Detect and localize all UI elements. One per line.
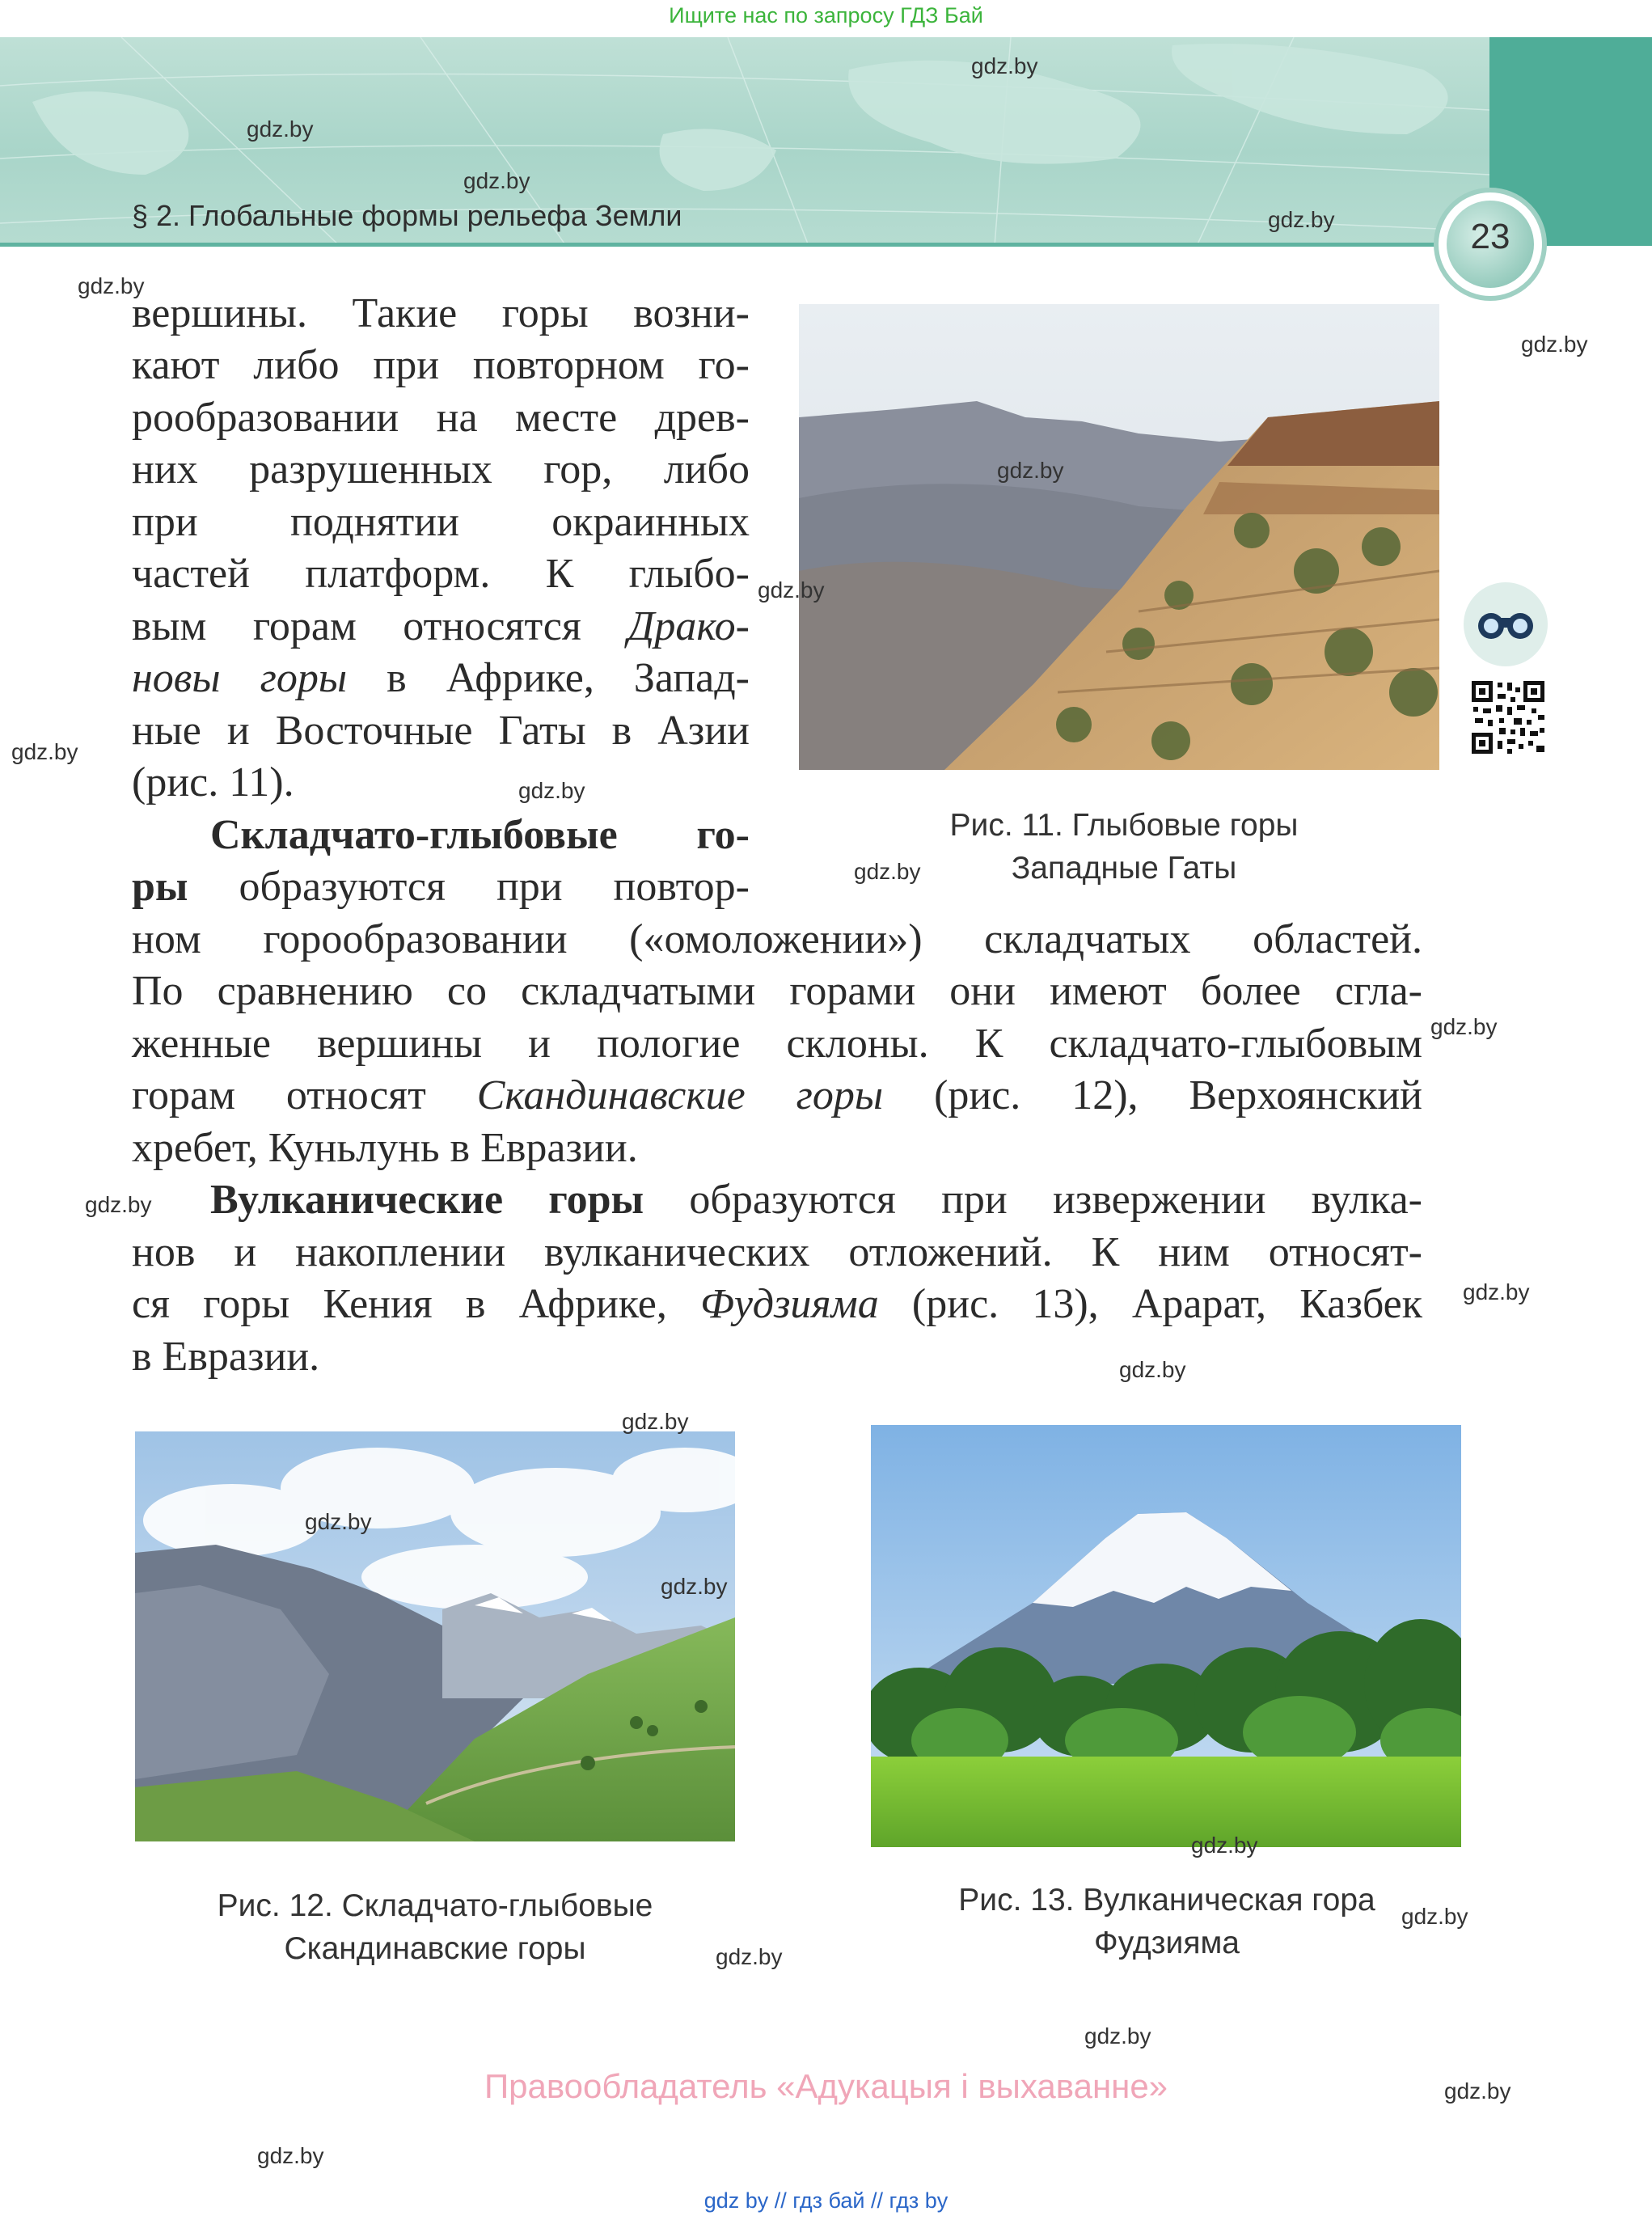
text-line: при поднятии окраинных bbox=[132, 499, 750, 545]
text-run: образуются при извержении вулка- bbox=[644, 1177, 1422, 1223]
body-text bbox=[132, 288, 1426, 1420]
watermark: gdz.by bbox=[1268, 207, 1335, 232]
watermark: gdz.by bbox=[85, 1192, 152, 1217]
text-line bbox=[132, 861, 750, 914]
text-line: По сравнению со складчатыми горами они имеют более сгла- bbox=[132, 968, 1422, 1014]
watermark: gdz.by bbox=[1463, 1279, 1530, 1304]
text-run: горам относят bbox=[132, 1072, 477, 1118]
figure-12-caption-line2: Скандинавские горы bbox=[284, 1931, 586, 1966]
watermark: gdz.by bbox=[305, 1509, 372, 1534]
qr-code-icon[interactable] bbox=[1470, 679, 1546, 755]
text-line bbox=[132, 601, 750, 653]
watermark: gdz.by bbox=[518, 778, 585, 803]
watermark: gdz.by bbox=[1119, 1357, 1186, 1382]
watermark: gdz.by bbox=[1191, 1833, 1258, 1858]
place-name: новы горы bbox=[132, 655, 348, 701]
watermark: gdz.by bbox=[1430, 1014, 1498, 1039]
text-line: частей платформ. К глыбо- bbox=[132, 551, 750, 597]
watermark: gdz.by bbox=[1401, 1904, 1468, 1929]
text-run: (рис. 12), Верхоянский bbox=[883, 1072, 1422, 1118]
watermark: gdz.by bbox=[854, 859, 921, 884]
figure-13-caption-line2: Фудзияма bbox=[1094, 1926, 1240, 1960]
bottom-links[interactable]: gdz by // гдз бай // гдз by bbox=[703, 2188, 949, 2213]
figure-11-caption-line1: Рис. 11. Глыбовые горы bbox=[949, 808, 1299, 843]
watermark: gdz.by bbox=[78, 273, 145, 298]
text-line: (рис. 11). bbox=[132, 759, 294, 805]
text-run: (рис. 13), Арарат, Казбек bbox=[878, 1281, 1422, 1327]
watermark: gdz.by bbox=[661, 1574, 728, 1599]
term: Складчато-глыбовые го- bbox=[210, 812, 750, 858]
figure-12-photo bbox=[135, 1431, 735, 1841]
watermark: gdz.by bbox=[247, 116, 314, 142]
text-line: них разрушенных гор, либо bbox=[132, 446, 750, 493]
watermark: gdz.by bbox=[716, 1944, 783, 1969]
page-number-badge bbox=[1434, 188, 1547, 301]
place-name: Драко- bbox=[627, 603, 750, 649]
figure-12-caption bbox=[152, 1884, 718, 1970]
text-line: вершины. Такие горы возни- bbox=[132, 290, 750, 336]
text-line bbox=[132, 1070, 1422, 1123]
section-title: § 2. Глобальные формы рельефа Земли bbox=[132, 199, 682, 232]
watermark: gdz.by bbox=[463, 168, 530, 193]
figure-13-photo bbox=[871, 1425, 1461, 1847]
figure-11-caption-line2: Западные Гаты bbox=[1011, 851, 1237, 886]
text-line bbox=[210, 1174, 1422, 1227]
figure-12-caption-line1: Рис. 12. Складчато-глыбовые bbox=[217, 1888, 653, 1923]
watermark: gdz.by bbox=[997, 458, 1064, 483]
text-line: ном горообразовании («омоложении») складчатых областей. bbox=[132, 916, 1422, 962]
text-line: ные и Восточные Гаты в Азии bbox=[132, 708, 750, 754]
place-name: Скандинавские горы bbox=[476, 1072, 884, 1118]
term: ры bbox=[132, 864, 188, 910]
watermark: gdz.by bbox=[622, 1409, 689, 1434]
header-divider bbox=[0, 243, 1489, 247]
text-run: ся горы Кения в Африке, bbox=[132, 1281, 701, 1327]
watermark: gdz.by bbox=[1444, 2078, 1511, 2103]
text-line bbox=[132, 1279, 1422, 1331]
watermark: gdz.by bbox=[971, 53, 1038, 78]
watermark: gdz.by bbox=[11, 739, 78, 764]
text-run: в Африке, Запад- bbox=[347, 655, 750, 701]
top-search-note: Ищите нас по запросу ГДЗ Бай bbox=[669, 3, 983, 27]
text-line: в Евразии. bbox=[132, 1334, 320, 1380]
copyright-footer: Правообладатель «Адукацыя і выхаванне» bbox=[484, 2067, 1168, 2105]
figure-13-caption-line1: Рис. 13. Вулканическая гора bbox=[958, 1883, 1375, 1917]
text-run: вым горам относятся bbox=[132, 603, 628, 649]
figure-13-caption bbox=[884, 1879, 1450, 1964]
watermark: gdz.by bbox=[1521, 332, 1588, 357]
text-line: хребет, Куньлунь в Евразии. bbox=[132, 1125, 638, 1171]
text-line bbox=[210, 810, 750, 862]
watermark: gdz.by bbox=[1084, 2023, 1151, 2049]
text-line: нов и накоплении вулканических отложений. К ним относят- bbox=[132, 1229, 1422, 1275]
watermark: gdz.by bbox=[257, 2143, 324, 2168]
page-number: 23 bbox=[1470, 217, 1510, 256]
text-line: рообразовании на месте древ- bbox=[132, 395, 750, 441]
binoculars-icon[interactable] bbox=[1464, 582, 1548, 666]
text-line bbox=[132, 653, 750, 705]
place-name: Фудзияма bbox=[700, 1281, 879, 1327]
text-line: женные вершины и пологие склоны. К складчато-глыбовым bbox=[132, 1021, 1422, 1067]
term: Вулканические горы bbox=[210, 1177, 644, 1223]
text-line: кают либо при повторном го- bbox=[132, 342, 750, 388]
watermark: gdz.by bbox=[758, 577, 825, 603]
text-run: образуются при повтор- bbox=[188, 864, 750, 910]
